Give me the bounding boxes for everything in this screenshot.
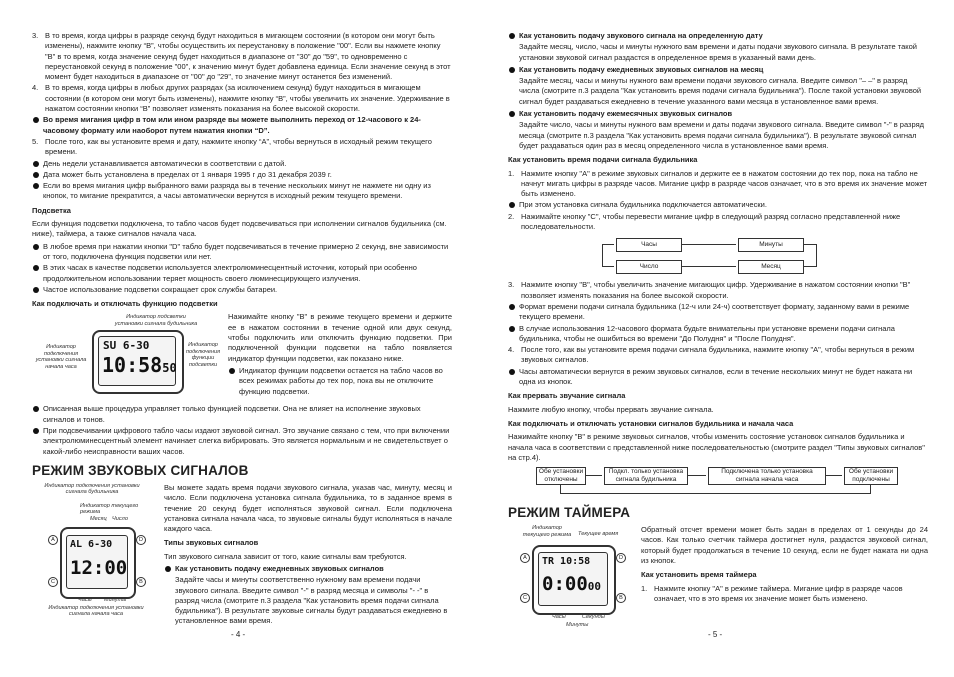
list-item: Как установить подачу звукового сигнала на определенную дату bbox=[508, 31, 928, 41]
watch-illustration-alarm bbox=[32, 483, 158, 643]
paragraph: Если функция подсветки подключена, то табло часов будет подсвечиваться при исполнении сигналов будильника (см. ниже), таймера, а также сигналов начала часа. bbox=[32, 219, 447, 239]
list-item: 2. Нажимайте кнопку "C", чтобы перевести мигание цифр в следующий разряд согласно представленной ниже последовательности. bbox=[508, 211, 901, 232]
display-time: 12:00 bbox=[70, 556, 128, 579]
section-title-alarm-mode: РЕЖИМ ЗВУКОВЫХ СИГНАЛОВ bbox=[32, 462, 249, 478]
label-minutes: Минуты bbox=[104, 596, 127, 603]
seq-hours: Часы bbox=[616, 238, 682, 252]
paragraph: Задайте месяц, часы и минуты нужного вам времени подачи звукового сигнала. Введите символ "– –" в разряд числа (смотрите п.3 раздела "Как установить время подачи сигнала будильника"). После такой установки звуковой сигнал будет раздаваться ежедневно в течение указанного вами месяца в установленное вами время. bbox=[519, 76, 922, 106]
list-item: При подсвечивании цифрового табло часы издают звуковой сигнал. Это звучание связано с тем, что при включении электролюминесцентный элемент начинает слегка вибрировать. Это является нормальным и не свидетельствует о какой-либо неисправности ваших часов. bbox=[32, 426, 452, 457]
list-item: 3. В то время, когда цифры в разряде секунд будут находиться в мигающем состоянии (в котором они могут быть изменены), нажмите кнопку “B”, чтобы осуществить их переустановку в положение "00". Если вы нажмете кнопку "B" в то время, когда значение секунд будет находиться в диапазоне от "30" до "59", то одновременно с переустановкой секунд в положение "00", к значению минут будет добавлена единица. Если значение секунд в этот момент будет находиться в диапазоне от "00" до "29", то значение минут останется без изменений. bbox=[32, 31, 451, 82]
label-mode-indicator: Индикатор текущего режима bbox=[80, 502, 139, 516]
display-top-line: SU 6-30 bbox=[103, 339, 150, 353]
list-item: Индикатор функции подсветки остается на табло часов во всех режимах работы до тех пор, пока вы не отключите функцию подсветки. bbox=[228, 366, 452, 397]
section-title-timer-mode: РЕЖИМ ТАЙМЕРА bbox=[508, 505, 631, 521]
list-item: 3. Нажмите кнопку "B", чтобы увеличить значение мигающих цифр. Удерживание в нажатом состоянии кнопки "B" позволяет изменять показания на более высокой скорости. bbox=[508, 280, 911, 300]
list-item: 1. Нажмите кнопку "A" в режиме звуковых сигналов и держите ее в нажатом состоянии до тех пор, пока на табло не начнут мигать цифры в разряде часов. Мигание цифр в разряде часов означает, что в это время их значение может быть изменено. bbox=[508, 168, 928, 199]
label-mode-indicator: Индикатор текущего режима bbox=[522, 525, 572, 538]
seq-day: Число bbox=[616, 260, 682, 274]
paragraph: Задайте часы и минуты соответственно нужному вам времени подачи звукового сигнала. Введите символ "-" в разряд месяца и символы "- -" в разряд числа (смотрите п.3 раздела "Как установить время подачи сигнала будильника"). В результате звуковые сигналы будут раздаваться ежедневно в установленное вами время. bbox=[175, 575, 448, 626]
button-a[interactable]: A bbox=[48, 535, 58, 545]
list-item: 5. После того, как вы установите время и дату, нажмите кнопку “A”, чтобы вернуться в исходный режим текущего времени. bbox=[32, 136, 432, 157]
list-item: Описанная выше процедура управляет только функцией подсветки. Она не влияет на исполнение звуковых сигналов и тонов. bbox=[32, 404, 452, 425]
paragraph: Обратный отсчет времени может быть задан в пределах от 1 секунды до 24 часов. Как только счетчик таймера достигнет нуля, раздастся звуковой сигнал, который будет продолжаться в течение 10 секунд, если не будет нажата ни одна из кнопок. bbox=[641, 525, 928, 565]
list-item: В случае использования 12-часового формата будьте внимательны при установке времени подачи сигнала будильника, чтобы не ошибиться во времени "До Полудня" и "После Полудня". bbox=[508, 324, 928, 345]
display-time: 10:58 bbox=[102, 353, 163, 378]
button-c[interactable]: C bbox=[520, 593, 530, 603]
list-item: 4. В то время, когда цифры в любых других разрядах (за исключением секунд) будут находиться в мигающем состоянии (в котором они могут быть изменены), нажмите кнопку “B”, чтобы увеличить их значение. Удерживание в нажатом состоянии кнопки “B” позволяет изменять показания на более высокой скорости. bbox=[32, 83, 450, 114]
watch-illustration-backlight bbox=[32, 312, 222, 402]
flow-arrow bbox=[586, 475, 602, 476]
paragraph: Тип звукового сигнала зависит от того, какие сигналы вам требуются. bbox=[164, 551, 407, 561]
paragraph: Вы можете задать время подачи звукового сигнала, указав час, минуту, месяц и число. Если подключена установка сигнала будильника, то в заданное время в течение 20 секунд будет исполняться звуковой сигнал. Если подключена установка сигнала начала часа, то звуковые сигналы будут исполняться в начале каждого часа. bbox=[164, 482, 452, 534]
backlight-figure-block bbox=[32, 312, 452, 404]
section-heading: Типы звуковых сигналов bbox=[164, 538, 259, 548]
flow-both-on: Обе установки подключены bbox=[844, 467, 898, 485]
watch-display bbox=[538, 552, 608, 606]
list-item: 4. После того, как вы установите время подачи сигнала будильника, нажмите кнопку "A", чтобы вернуться в режим звуковых сигналов. bbox=[508, 345, 915, 365]
list-item: Часы автоматически вернутся в режим звуковых сигналов, если в течение нескольких минут не будет нажата ни одна из кнопок. bbox=[508, 367, 928, 388]
page-number-left: - 4 - bbox=[231, 630, 246, 639]
section-heading: Как установить время таймера bbox=[641, 570, 757, 580]
flow-diagram bbox=[508, 465, 928, 499]
label-minutes: Минуты bbox=[566, 622, 589, 629]
label-day: Число bbox=[112, 515, 128, 522]
label-hourly-on: Индикатор подключения установки сигнала начала часа bbox=[48, 604, 144, 618]
display-top-line: AL 6-30 bbox=[70, 538, 113, 550]
seq-arrow bbox=[682, 244, 736, 245]
label-hours: Часы bbox=[552, 614, 566, 621]
list-item: В любое время при нажатии кнопки "D" табло будет подсвечиваться в течение примерно 2 секунд, вне зависимости от того, подключена функция подсветки или нет. bbox=[32, 242, 452, 263]
seq-arrow bbox=[804, 266, 816, 267]
left-page bbox=[32, 31, 452, 643]
sequence-diagram bbox=[508, 234, 928, 278]
list-item: Как установить подачу ежедневных звуковых сигналов на месяц bbox=[508, 65, 928, 75]
list-item: В этих часах в качестве подсветки используется электролюминесцентный источник, который при особенно продолжительном использовании теряет мощность своего люминесцирующего излучения. bbox=[32, 263, 452, 284]
label-seconds: Секунды bbox=[582, 614, 605, 621]
section-heading: Как установить время подачи сигнала будильника bbox=[508, 155, 698, 165]
display-seconds: 50 bbox=[162, 361, 177, 376]
timer-block bbox=[508, 525, 928, 635]
seq-arrow bbox=[602, 266, 614, 267]
seq-arrow bbox=[816, 244, 817, 267]
seq-month: Месяц bbox=[738, 260, 804, 274]
flow-arrow bbox=[870, 485, 871, 493]
section-heading: Как подключать и отключать функцию подсветки bbox=[32, 299, 218, 309]
right-page bbox=[508, 31, 928, 635]
watch-display bbox=[98, 336, 176, 386]
label-backlight-alarm: Индикатор подсветки установки сигнала будильника bbox=[114, 314, 198, 327]
watch-illustration-timer bbox=[508, 525, 634, 635]
label-alarm-on: Индикатор подключения установки сигнала будильника bbox=[44, 482, 140, 496]
button-c[interactable]: C bbox=[48, 577, 58, 587]
button-a[interactable]: A bbox=[520, 553, 530, 563]
seq-arrow bbox=[682, 266, 736, 267]
seq-arrow bbox=[804, 244, 816, 245]
display-seconds: 00 bbox=[587, 580, 602, 594]
list-item: Во время мигания цифр в том или ином разряде вы можете выполнить переход от 12-часового к 24-часовому формату или наоборот путем нажатия кнопки “D”. bbox=[32, 115, 452, 136]
list-item: 1. Нажмите кнопку "A" в режиме таймера. Мигание цифр в разряде часов означает, что в это время их значение может быть изменено. bbox=[641, 583, 903, 603]
button-b[interactable]: B bbox=[136, 577, 146, 587]
flow-arrow bbox=[688, 475, 706, 476]
label-backlight-indicator: Индикатор подключения функции подсветки bbox=[185, 342, 221, 368]
paragraph: Нажмите любую кнопку, чтобы прервать звучание сигнала. bbox=[508, 404, 714, 414]
list-item: Если во время мигания цифр выбранного вами разряда вы в течение нескольких минут не нажмете ни одну из кнопок, то мигание прекратится, а часы автоматически вернутся в исходный режим текущего времени. bbox=[32, 181, 452, 202]
paragraph: Нажимайте кнопку "B" в режиме звуковых сигналов, чтобы изменить состояние установок сигналов будильника и начала часа в соответствии с представленной ниже последовательностью (смотрите раздел "Типы звуковых сигналов" на стр.4). bbox=[508, 432, 925, 462]
label-month: Месяц bbox=[90, 515, 107, 522]
button-d[interactable]: D bbox=[616, 553, 626, 563]
list-item: Как установить подачу ежедневных звуковых сигналов bbox=[164, 564, 452, 574]
button-d[interactable]: D bbox=[136, 535, 146, 545]
button-b[interactable]: B bbox=[616, 593, 626, 603]
alarm-block bbox=[32, 483, 452, 643]
list-item: Частое использование подсветки сокращает срок службы батареи. bbox=[32, 285, 452, 295]
label-current-time: Текущее время bbox=[578, 531, 619, 538]
list-item: День недели устанавливается автоматически в соответствии с датой. bbox=[32, 159, 452, 169]
flow-both-off: Обе установки отключены bbox=[536, 467, 586, 485]
seq-arrow bbox=[602, 244, 614, 245]
flow-arrow bbox=[560, 493, 871, 494]
section-heading: Подсветка bbox=[32, 205, 71, 215]
label-hours: Часы bbox=[78, 596, 92, 603]
section-heading: Как прервать звучание сигнала bbox=[508, 391, 626, 401]
flow-alarm-only: Подкл. только установка сигнала будильника bbox=[604, 467, 688, 485]
list-item: Дата может быть установлена в пределах от 1 января 1995 г до 31 декабря 2039 г. bbox=[32, 170, 452, 180]
list-item: Формат времени подачи сигнала будильника (12-ч или 24-ч) соответствует формату, заданному вами в режиме текущего времени. bbox=[508, 302, 928, 323]
flow-hourly-only: Подключена только установка сигнала начала часа bbox=[708, 467, 826, 485]
page-number-right: - 5 - bbox=[708, 630, 723, 639]
seq-minutes: Минуты bbox=[738, 238, 804, 252]
list-item: При этом установка сигнала будильника подключается автоматически. bbox=[508, 200, 928, 210]
paragraph: Нажимайте кнопку "B" в режиме текущего времени и держите ее в нажатом состоянии в течение одной или двух секунд, чтобы подключить или отключить функцию подсветки. При подключенной функции подсветки на табло появляется индикатор функции подсветки, как показано ниже. bbox=[228, 312, 452, 363]
section-heading: Как подключать и отключать установки сигналов будильника и начала часа bbox=[508, 418, 794, 428]
flow-arrow bbox=[826, 475, 842, 476]
seq-arrow bbox=[602, 244, 603, 267]
display-timer: 0:00 bbox=[542, 573, 588, 596]
label-hourly-signal: Индикатор подключения установки сигнала начала часа bbox=[35, 344, 87, 370]
paragraph: Задайте месяц, число, часы и минуты нужного вам времени и даты подачи звукового сигнала. В результате такой установки звуковой сигнал раздастся в определенное время в указанный вами день. bbox=[519, 42, 917, 62]
list-item: Как установить подачу ежемесячных звуковых сигналов bbox=[508, 109, 928, 119]
flow-arrow bbox=[560, 485, 561, 493]
watch-display bbox=[66, 535, 128, 589]
display-top-line: TR 10:58 bbox=[542, 556, 591, 568]
paragraph: Задайте число, часы и минуты нужного вам времени и даты подачи звукового сигнала. Введите символ "-" в разряд месяца (смотрите п.3 раздела "Как установить время подачи сигнала будильника"). В результате звуковой сигнал будет раздаваться один раз в месяц определенного числа в установленное вами время. bbox=[519, 120, 925, 150]
